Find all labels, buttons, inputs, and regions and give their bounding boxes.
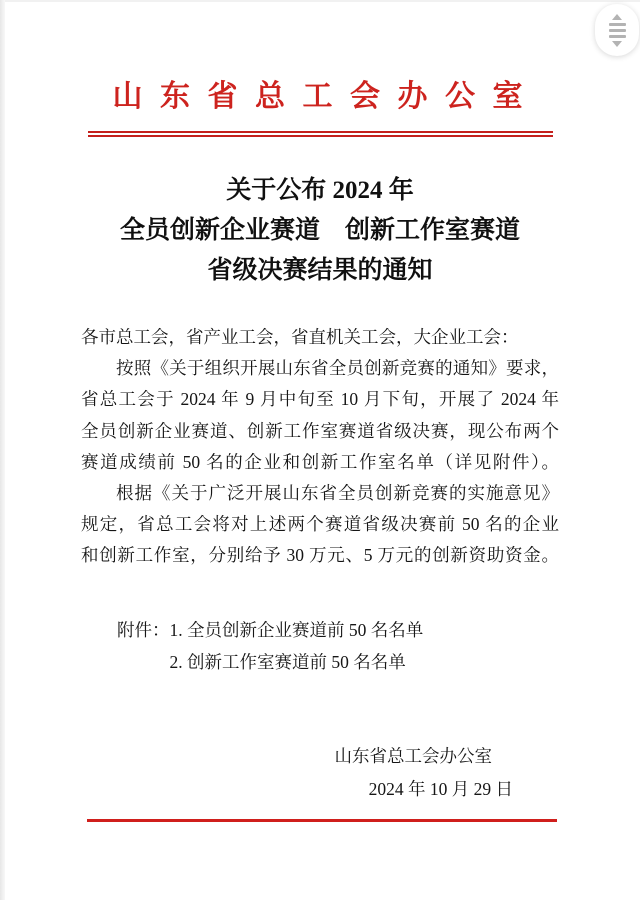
title-line-1: 关于公布 2024 年: [226, 177, 414, 204]
signature-date: 2024 年 10 月 29 日: [368, 778, 513, 799]
body-line: 规定，省总工会将对上述两个赛道省级决赛前 50 名的企业: [81, 514, 559, 535]
letterhead-org-name: 山 东 省 总 工 会 办 公 室: [112, 80, 528, 113]
signature-org: 山东省总工会办公室: [334, 745, 492, 766]
body-line: 根据《关于广泛开展山东省全员创新竞赛的实施意见》: [116, 483, 559, 504]
body-line: 和创新工作室，分别给予 30 万元、5 万元的创新资助资金。: [81, 545, 559, 566]
page-top-edge: [0, 0, 640, 2]
body-salutation: 各市总工会，省产业工会，省直机关工会，大企业工会：: [81, 327, 519, 347]
title-line-3: 省级决赛结果的通知: [207, 257, 433, 284]
title-line-2: 全员创新企业赛道 创新工作室赛道: [119, 217, 520, 244]
scroll-up-triangle-icon: [612, 14, 622, 20]
attachments-block: [117, 614, 640, 678]
attachments-label: 附件：: [117, 619, 170, 640]
attachment-item: 2. 创新工作室赛道前 50 名名单: [169, 651, 406, 672]
attachments-list: [170, 614, 424, 678]
page-left-edge: [0, 0, 5, 900]
body-line: 按照《关于组织开展山东省全员创新竞赛的通知》要求，: [116, 358, 559, 379]
attachment-item: 1. 全员创新企业赛道前 50 名名单: [169, 619, 424, 640]
body-line: 省总工会于 2024 年 9 月中旬至 10 月下旬，开展了 2024 年: [81, 389, 559, 410]
scroll-widget-button[interactable]: [595, 4, 639, 56]
letterhead: [0, 0, 640, 137]
body-line: 全员创新企业赛道、创新工作室赛道省级决赛，现公布两个: [81, 420, 559, 441]
body-line: 赛道成绩前 50 名的企业和创新工作室名单（详见附件）。: [81, 451, 559, 472]
document-title: [0, 171, 640, 291]
letterhead-double-rule: [88, 131, 553, 137]
scroll-bars-icon: [609, 23, 626, 38]
footer-rule: [87, 819, 557, 822]
document-body: [81, 322, 559, 572]
scroll-down-triangle-icon: [612, 41, 622, 47]
signature-block: [0, 740, 640, 806]
